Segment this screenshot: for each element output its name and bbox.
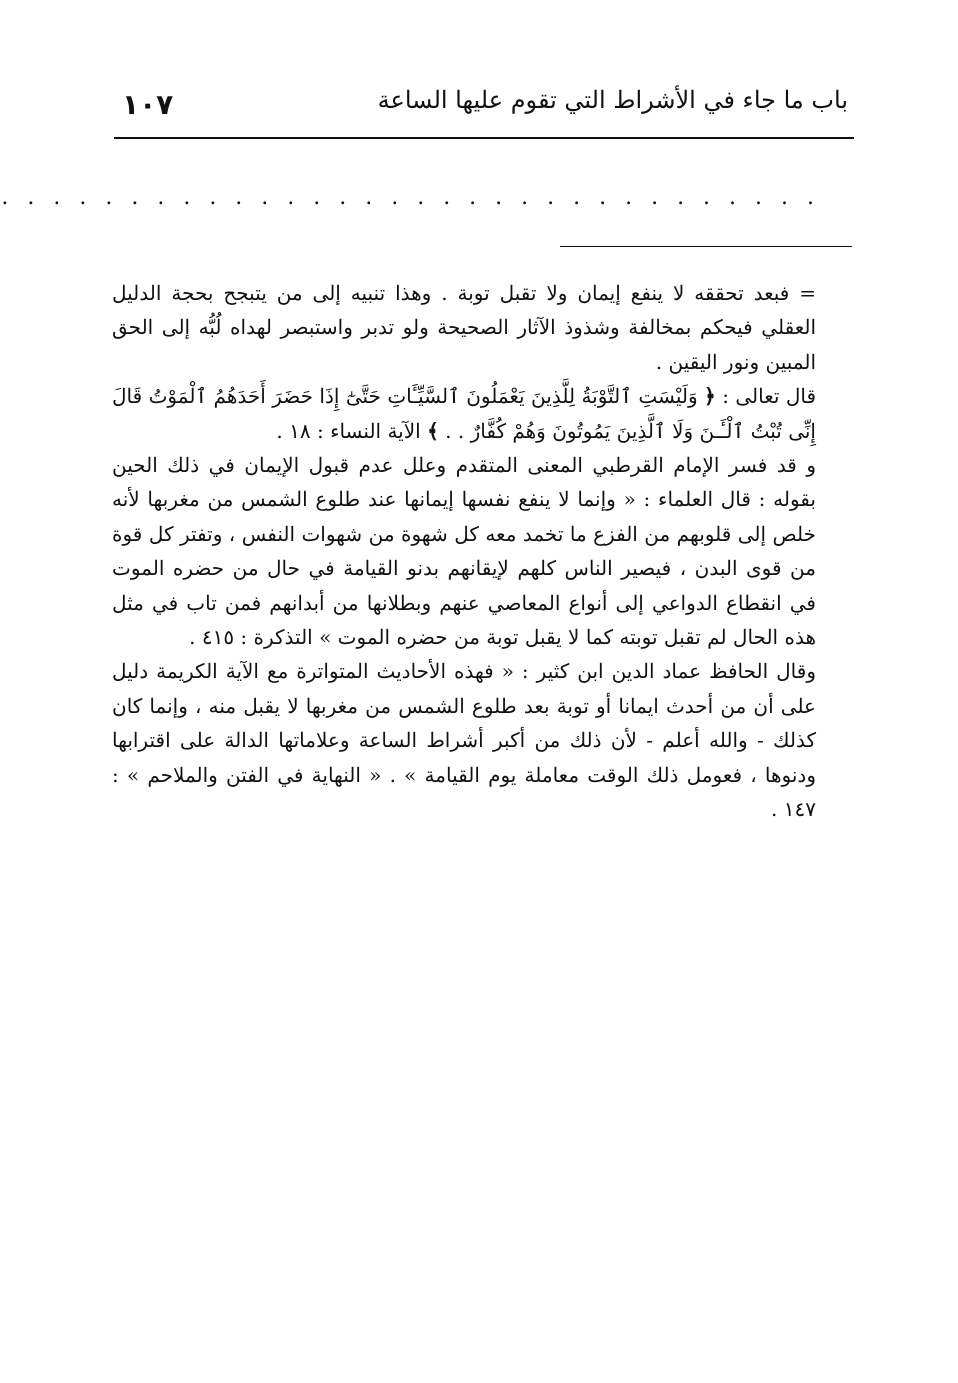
quran-ellipsis: . . xyxy=(445,418,471,443)
quran-verse: وَلَيْسَتِ ٱلتَّوْبَةُ لِلَّذِينَ يَعْمَلُونَ ٱلسَّيِّـَٔاتِ حَتَّىٰٓ إِذَا حَضَرَ أَحَدَهُمُ ٱلْمَوْتُ قَالَ إِنِّى تُبْتُ ٱلْـَٔـنَ وَلَا ٱلَّذِينَ يَمُوتُونَ وَهُمْ كُفَّارٌ xyxy=(112,384,816,443)
footnote-paragraph-4: وقال الحافظ عماد الدين ابن كثير : « فهذه الأحاديث المتواترة مع الآية الكريمة دليل على أن من أحدث ايمانا أو توبة بعد طلوع الشمس من مغربها لا يقبل منه ، وإنما كان كذلك - والله أعلم - لأن ذلك من أكبر أشراط الساعة وعلاماتها الدالة على اقترابها ودنوها ، فعومل ذلك الوقت معاملة يوم القيامة » . « النهاية في الفتن والملاحم » : ١٤٧ . xyxy=(112,659,816,822)
footnote-paragraph-1: = فبعد تحققه لا ينفع إيمان ولا تقبل توبة . وهذا تنبيه إلى من يتبجح بحجة الدليل العقلي فيحكم بمخالفة وشذوذ الآثار الصحيحة ولو تدبر واستبصر لهداه لُبُّه إلى الحق المبين ونور اليقين . xyxy=(112,281,816,374)
running-header-title: باب ما جاء في الأشراط التي تقوم عليها الساعة xyxy=(377,86,848,114)
separator-dots: . . . . . . . . . . . . . . . . . . . . . . . . . . . . . . . . xyxy=(1,185,820,210)
quran-open-brace: ﴿ xyxy=(704,384,716,409)
quran-intro: قال تعالى : xyxy=(722,384,817,409)
header-rule xyxy=(114,137,854,139)
footnote-text xyxy=(112,276,816,827)
footnote-paragraph-3: و قد فسر الإمام القرطبي المعنى المتقدم وعلل عدم قبول الإيمان في ذلك الحين بقوله : قال العلماء : « وإنما لا ينفع نفسها إيمانها عند طلوع الشمس من مغربها لأنه خلص إلى قلوبهم من الفزع ما تخمد معه كل شهوة من شهوات النفس ، وتفتر كل قوة من قوى البدن ، فيصير الناس كلهم لإيقانهم بدنو القيامة في حال من حضره الموت في انقطاع الدواعي إلى أنواع المعاصي عنهم وبطلانها من أبدانهم فمن تاب في مثل هذه الحال لم تقبل توبته كما لا يقبل توبة من حضره الموت » التذكرة : ٤١٥ . xyxy=(112,453,816,650)
quran-close-brace: ﴾ xyxy=(427,418,439,443)
footnote-paragraph-2 xyxy=(112,379,816,448)
page-number: ١٠٧ xyxy=(122,88,174,121)
quran-reference: الآية النساء : ١٨ . xyxy=(276,418,421,443)
footnote-rule xyxy=(560,246,852,247)
